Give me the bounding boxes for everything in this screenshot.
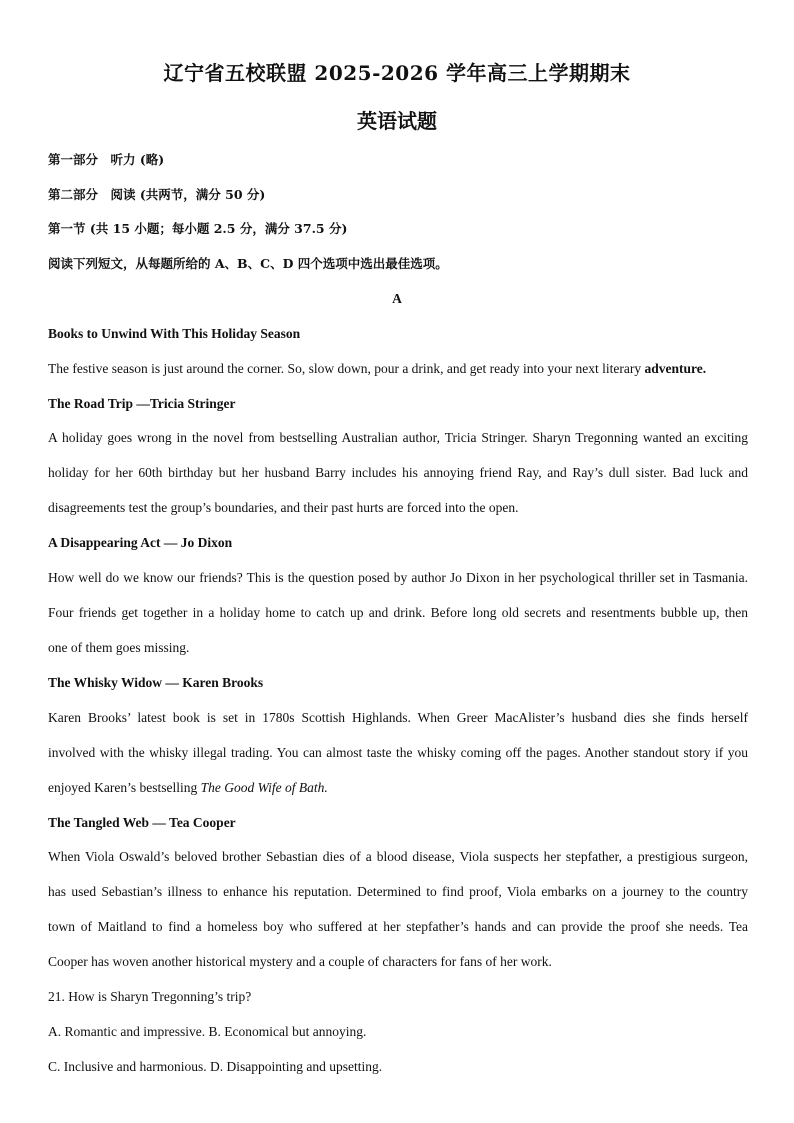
question-options: C. Inclusive and harmonious. D. Disappointing and upsetting. [48, 1059, 383, 1074]
passage-title: Books to Unwind With This Holiday Season [48, 326, 301, 341]
book-text-line: disagreements test the group’s boundaries, and their past hurts are forced into the open. [48, 500, 519, 515]
question-options: A. Romantic and impressive. B. Economical but annoying. [48, 1024, 367, 1039]
book-text-line: has used Sebastian’s illness to enhance his reputation. Determined to find proof, Viola embarks on a journey to the country [48, 884, 748, 899]
book-title-italic: The Good Wife of Bath. [200, 780, 328, 795]
book-heading: A Disappearing Act — Jo Dixon [48, 535, 233, 550]
book-heading: The Whisky Widow — Karen Brooks [48, 675, 264, 690]
book-heading: The Road Trip —Tricia Stringer [48, 396, 236, 411]
intro-bold-word: adventure. [644, 361, 707, 376]
exam-subtitle: 英语试题 [357, 109, 437, 133]
book-heading: The Tangled Web — Tea Cooper [48, 815, 236, 830]
book-text-line: Karen Brooks’ latest book is set in 1780s Scottish Highlands. When Greer MacAlister’s husband dies she finds herself [48, 710, 748, 725]
exam-title: 辽宁省五校联盟 2025-2026 学年高三上学期期末 [163, 61, 631, 85]
book-text-line: town of Maitland to find a homeless boy who suffered at her stepfather’s hands and can provide the proof she needs. Tea [48, 919, 748, 934]
book-text-line: one of them goes missing. [48, 640, 190, 655]
part2-heading: 第二部分 阅读 (共两节，满分 50 分) [48, 187, 266, 202]
book-text-line: When Viola Oswald’s beloved brother Sebastian dies of a blood disease, Viola suspects her stepfather, a prestigious surgeon, [48, 849, 748, 864]
directions: 阅读下列短文，从每题所给的 A、B、C、D 四个选项中选出最佳选项。 [48, 256, 448, 271]
intro-text: The festive season is just around the corner. So, slow down, pour a drink, and get ready into your next literary [48, 361, 645, 376]
book-text-line: Four friends get together in a holiday home to catch up and drink. Before long old secrets and resentments bubble up, then [48, 605, 748, 620]
question-stem: 21. How is Sharyn Tregonning’s trip? [48, 989, 252, 1004]
part1-heading: 第一部分 听力 (略) [48, 152, 165, 167]
intro-paragraph [48, 359, 748, 379]
section1-heading: 第一节 (共 15 小题；每小题 2.5 分，满分 37.5 分) [48, 221, 348, 236]
book-text-line: How well do we know our friends? This is the question posed by author Jo Dixon in her psychological thriller set in Tasmania. [48, 570, 748, 585]
book-text-line: holiday for her 60th birthday but her husband Barry includes his annoying friend Ray, and Ray’s dull sister. Bad luck and [48, 465, 748, 480]
book-text-line [48, 778, 748, 798]
passage-label: A [392, 291, 402, 306]
book-text-line: involved with the whisky illegal trading. You can almost taste the whisky coming off the pages. Another standout story if you [48, 745, 748, 760]
book-text-line: Cooper has woven another historical mystery and a couple of characters for fans of her work. [48, 954, 552, 969]
book-text-line: A holiday goes wrong in the novel from bestselling Australian author, Tricia Stringer. Sharyn Tregonning wanted an exciting [48, 430, 748, 445]
book-text-prefix: enjoyed Karen’s bestselling [48, 780, 201, 795]
